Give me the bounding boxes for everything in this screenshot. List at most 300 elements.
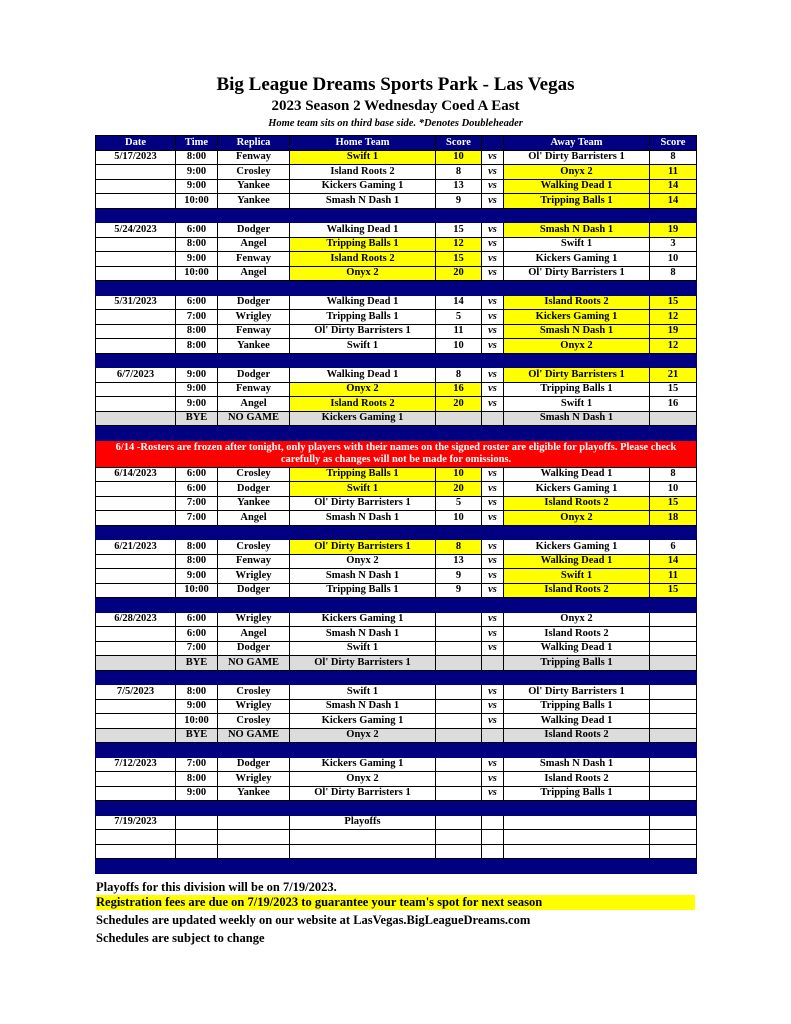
time-cell: 8:00 xyxy=(176,772,218,787)
date-cell xyxy=(96,165,176,180)
separator-row xyxy=(96,353,697,368)
home-score-cell: 11 xyxy=(436,324,482,339)
away-score-cell: 8 xyxy=(650,266,697,281)
home-score-cell xyxy=(436,699,482,714)
away-team-cell: Ol' Dirty Barristers 1 xyxy=(504,368,650,383)
time-cell: BYE xyxy=(176,656,218,671)
game-row xyxy=(96,223,697,238)
home-team-cell: Smash N Dash 1 xyxy=(290,569,436,584)
game-row xyxy=(96,554,697,569)
time-cell xyxy=(176,815,218,830)
home-team-cell: Onyx 2 xyxy=(290,382,436,397)
time-cell: BYE xyxy=(176,411,218,426)
date-cell xyxy=(96,324,176,339)
time-cell: 7:00 xyxy=(176,641,218,656)
home-team-cell: Ol' Dirty Barristers 1 xyxy=(290,656,436,671)
home-score-cell xyxy=(436,685,482,700)
date-cell xyxy=(96,569,176,584)
away-score-cell xyxy=(650,714,697,729)
away-score-cell: 15 xyxy=(650,583,697,598)
home-score-cell: 9 xyxy=(436,194,482,209)
time-cell: 7:00 xyxy=(176,496,218,511)
away-score-cell: 11 xyxy=(650,165,697,180)
vs-cell: vs xyxy=(482,310,504,325)
away-score-cell: 8 xyxy=(650,150,697,165)
away-team-cell: Walking Dead 1 xyxy=(504,179,650,194)
away-score-cell xyxy=(650,699,697,714)
separator-row xyxy=(96,743,697,758)
time-cell: 9:00 xyxy=(176,368,218,383)
vs-cell: vs xyxy=(482,772,504,787)
vs-cell: vs xyxy=(482,641,504,656)
game-row xyxy=(96,699,697,714)
home-score-cell xyxy=(436,656,482,671)
game-row xyxy=(96,540,697,555)
column-header-date: Date xyxy=(96,136,176,151)
replica-cell: Dodger xyxy=(218,368,290,383)
game-row xyxy=(96,496,697,511)
home-team-cell: Kickers Gaming 1 xyxy=(290,714,436,729)
away-score-cell xyxy=(650,757,697,772)
game-row xyxy=(96,194,697,209)
time-cell: 6:00 xyxy=(176,467,218,482)
date-cell: 6/21/2023 xyxy=(96,540,176,555)
date-cell xyxy=(96,252,176,267)
column-header-time: Time xyxy=(176,136,218,151)
separator-cell xyxy=(96,598,697,613)
home-team-cell: Tripping Balls 1 xyxy=(290,237,436,252)
away-score-cell xyxy=(650,656,697,671)
replica-cell: Crosley xyxy=(218,540,290,555)
replica-cell: Angel xyxy=(218,397,290,412)
vs-cell: vs xyxy=(482,266,504,281)
home-score-cell xyxy=(436,772,482,787)
home-team-cell: Onyx 2 xyxy=(290,728,436,743)
home-team-cell: Swift 1 xyxy=(290,150,436,165)
away-team-cell: Ol' Dirty Barristers 1 xyxy=(504,685,650,700)
replica-cell: Wrigley xyxy=(218,699,290,714)
vs-cell: vs xyxy=(482,627,504,642)
vs-cell: vs xyxy=(482,397,504,412)
roster-alert-row xyxy=(96,440,697,467)
vs-cell: vs xyxy=(482,382,504,397)
game-row xyxy=(96,757,697,772)
game-row xyxy=(96,482,697,497)
home-score-cell: 10 xyxy=(436,150,482,165)
vs-cell: vs xyxy=(482,150,504,165)
away-team-cell: Tripping Balls 1 xyxy=(504,194,650,209)
away-team-cell: Onyx 2 xyxy=(504,339,650,354)
vs-cell: vs xyxy=(482,482,504,497)
date-cell xyxy=(96,496,176,511)
vs-cell: vs xyxy=(482,467,504,482)
time-cell: 6:00 xyxy=(176,223,218,238)
home-team-cell: Walking Dead 1 xyxy=(290,295,436,310)
home-team-cell: Ol' Dirty Barristers 1 xyxy=(290,540,436,555)
home-score-cell: 15 xyxy=(436,252,482,267)
game-row xyxy=(96,511,697,526)
away-score-cell: 3 xyxy=(650,237,697,252)
date-cell xyxy=(96,310,176,325)
home-score-cell: 20 xyxy=(436,482,482,497)
footer-registration: Registration fees are due on 7/19/2023 to guarantee your team's spot for next season xyxy=(96,895,695,910)
away-score-cell xyxy=(650,728,697,743)
away-team-cell: Island Roots 2 xyxy=(504,583,650,598)
time-cell: 8:00 xyxy=(176,339,218,354)
separator-cell xyxy=(96,426,697,441)
away-team-cell: Walking Dead 1 xyxy=(504,714,650,729)
separator-cell xyxy=(96,743,697,758)
away-team-cell: Tripping Balls 1 xyxy=(504,786,650,801)
away-team-cell: Walking Dead 1 xyxy=(504,467,650,482)
away-score-cell: 15 xyxy=(650,382,697,397)
time-cell: 9:00 xyxy=(176,569,218,584)
time-cell: 8:00 xyxy=(176,554,218,569)
away-team-cell: Walking Dead 1 xyxy=(504,641,650,656)
time-cell: 10:00 xyxy=(176,714,218,729)
away-team-cell: Kickers Gaming 1 xyxy=(504,540,650,555)
game-row xyxy=(96,627,697,642)
away-team-cell xyxy=(504,815,650,830)
home-team-cell: Onyx 2 xyxy=(290,554,436,569)
home-score-cell: 20 xyxy=(436,397,482,412)
game-row xyxy=(96,252,697,267)
date-cell xyxy=(96,411,176,426)
replica-cell: Crosley xyxy=(218,165,290,180)
vs-cell: vs xyxy=(482,496,504,511)
date-cell xyxy=(96,583,176,598)
time-cell: 9:00 xyxy=(176,165,218,180)
away-score-cell: 19 xyxy=(650,223,697,238)
away-team-cell: Onyx 2 xyxy=(504,165,650,180)
vs-cell xyxy=(482,728,504,743)
game-row xyxy=(96,714,697,729)
date-cell: 7/19/2023 xyxy=(96,815,176,830)
vs-cell xyxy=(482,656,504,671)
footer-website: Schedules are updated weekly on our website at LasVegas.BigLeagueDreams.com xyxy=(96,913,531,927)
footer-playoffs: Playoffs for this division will be on 7/19/2023. xyxy=(96,880,337,894)
away-score-cell xyxy=(650,685,697,700)
away-score-cell xyxy=(650,786,697,801)
time-cell: 8:00 xyxy=(176,685,218,700)
game-row xyxy=(96,295,697,310)
separator-cell xyxy=(96,670,697,685)
home-team-cell: Smash N Dash 1 xyxy=(290,627,436,642)
home-team-cell: Kickers Gaming 1 xyxy=(290,612,436,627)
time-cell xyxy=(176,844,218,859)
home-team-cell: Smash N Dash 1 xyxy=(290,699,436,714)
vs-cell xyxy=(482,411,504,426)
column-header-home-score: Score xyxy=(436,136,482,151)
replica-cell xyxy=(218,815,290,830)
replica-cell xyxy=(218,830,290,845)
vs-cell: vs xyxy=(482,179,504,194)
game-row xyxy=(96,844,697,859)
time-cell: 10:00 xyxy=(176,266,218,281)
game-row xyxy=(96,569,697,584)
away-team-cell: Island Roots 2 xyxy=(504,772,650,787)
home-score-cell xyxy=(436,411,482,426)
time-cell: 10:00 xyxy=(176,194,218,209)
column-header-away-score: Score xyxy=(650,136,697,151)
replica-cell: Wrigley xyxy=(218,772,290,787)
bye-row xyxy=(96,411,697,426)
home-score-cell: 9 xyxy=(436,569,482,584)
column-header-replica: Replica xyxy=(218,136,290,151)
away-team-cell: Island Roots 2 xyxy=(504,728,650,743)
separator-cell xyxy=(96,353,697,368)
home-score-cell xyxy=(436,714,482,729)
time-cell: BYE xyxy=(176,728,218,743)
vs-cell: vs xyxy=(482,583,504,598)
home-team-cell: Island Roots 2 xyxy=(290,397,436,412)
replica-cell: Fenway xyxy=(218,554,290,569)
away-score-cell: 12 xyxy=(650,310,697,325)
vs-cell: vs xyxy=(482,252,504,267)
column-header-away-team: Away Team xyxy=(504,136,650,151)
away-score-cell xyxy=(650,612,697,627)
date-cell xyxy=(96,830,176,845)
date-cell xyxy=(96,627,176,642)
home-score-cell: 12 xyxy=(436,237,482,252)
separator-row xyxy=(96,670,697,685)
home-score-cell: 5 xyxy=(436,310,482,325)
home-team-cell: Tripping Balls 1 xyxy=(290,583,436,598)
replica-cell: Angel xyxy=(218,511,290,526)
date-cell xyxy=(96,728,176,743)
separator-cell xyxy=(96,281,697,296)
away-score-cell: 14 xyxy=(650,179,697,194)
time-cell: 9:00 xyxy=(176,786,218,801)
time-cell: 8:00 xyxy=(176,237,218,252)
replica-cell: Fenway xyxy=(218,382,290,397)
away-team-cell: Smash N Dash 1 xyxy=(504,757,650,772)
game-row xyxy=(96,815,697,830)
replica-cell: NO GAME xyxy=(218,411,290,426)
date-cell: 6/14/2023 xyxy=(96,467,176,482)
home-team-cell: Tripping Balls 1 xyxy=(290,467,436,482)
time-cell: 10:00 xyxy=(176,583,218,598)
date-cell xyxy=(96,482,176,497)
replica-cell: Fenway xyxy=(218,150,290,165)
separator-row xyxy=(96,525,697,540)
away-score-cell: 10 xyxy=(650,482,697,497)
vs-cell: vs xyxy=(482,786,504,801)
away-score-cell: 12 xyxy=(650,339,697,354)
away-team-cell: Ol' Dirty Barristers 1 xyxy=(504,150,650,165)
away-score-cell: 6 xyxy=(650,540,697,555)
table-header-row xyxy=(96,136,697,151)
away-team-cell: Swift 1 xyxy=(504,237,650,252)
separator-cell xyxy=(96,801,697,816)
game-row xyxy=(96,583,697,598)
replica-cell: Yankee xyxy=(218,339,290,354)
home-team-cell: Island Roots 2 xyxy=(290,165,436,180)
home-score-cell xyxy=(436,786,482,801)
away-team-cell xyxy=(504,844,650,859)
vs-cell: vs xyxy=(482,554,504,569)
time-cell: 6:00 xyxy=(176,482,218,497)
game-row xyxy=(96,772,697,787)
date-cell xyxy=(96,382,176,397)
away-score-cell: 19 xyxy=(650,324,697,339)
time-cell: 6:00 xyxy=(176,612,218,627)
replica-cell: Angel xyxy=(218,627,290,642)
home-team-cell: Onyx 2 xyxy=(290,266,436,281)
away-score-cell: 21 xyxy=(650,368,697,383)
date-cell xyxy=(96,844,176,859)
home-team-cell: Playoffs xyxy=(290,815,436,830)
game-row xyxy=(96,339,697,354)
away-team-cell: Onyx 2 xyxy=(504,612,650,627)
separator-cell xyxy=(96,208,697,223)
home-score-cell xyxy=(436,728,482,743)
replica-cell xyxy=(218,844,290,859)
home-team-cell: Kickers Gaming 1 xyxy=(290,179,436,194)
away-team-cell: Swift 1 xyxy=(504,569,650,584)
home-team-cell: Swift 1 xyxy=(290,339,436,354)
replica-cell: Wrigley xyxy=(218,310,290,325)
away-score-cell: 15 xyxy=(650,295,697,310)
away-score-cell: 15 xyxy=(650,496,697,511)
vs-cell: vs xyxy=(482,511,504,526)
time-cell: 6:00 xyxy=(176,627,218,642)
away-score-cell xyxy=(650,411,697,426)
time-cell: 9:00 xyxy=(176,699,218,714)
replica-cell: Yankee xyxy=(218,194,290,209)
separator-row xyxy=(96,281,697,296)
date-cell xyxy=(96,714,176,729)
vs-cell: vs xyxy=(482,237,504,252)
home-score-cell: 13 xyxy=(436,179,482,194)
vs-cell: vs xyxy=(482,165,504,180)
home-score-cell xyxy=(436,641,482,656)
away-team-cell: Tripping Balls 1 xyxy=(504,699,650,714)
date-cell xyxy=(96,179,176,194)
away-team-cell: Kickers Gaming 1 xyxy=(504,252,650,267)
home-score-cell: 8 xyxy=(436,165,482,180)
game-row xyxy=(96,179,697,194)
time-cell: 9:00 xyxy=(176,252,218,267)
time-cell: 8:00 xyxy=(176,324,218,339)
header-note: Home team sits on third base side. *Denotes Doubleheader xyxy=(268,118,523,129)
game-row xyxy=(96,397,697,412)
vs-cell: vs xyxy=(482,295,504,310)
schedule-table xyxy=(95,135,697,874)
vs-cell: vs xyxy=(482,339,504,354)
away-score-cell: 11 xyxy=(650,569,697,584)
vs-cell: vs xyxy=(482,540,504,555)
away-score-cell xyxy=(650,815,697,830)
date-cell xyxy=(96,237,176,252)
page-subtitle: 2023 Season 2 Wednesday Coed A East xyxy=(271,98,520,114)
home-score-cell xyxy=(436,844,482,859)
home-team-cell: Walking Dead 1 xyxy=(290,368,436,383)
date-cell: 5/24/2023 xyxy=(96,223,176,238)
game-row xyxy=(96,685,697,700)
bye-row xyxy=(96,656,697,671)
replica-cell: Crosley xyxy=(218,467,290,482)
date-cell xyxy=(96,786,176,801)
away-score-cell: 14 xyxy=(650,554,697,569)
date-cell: 7/12/2023 xyxy=(96,757,176,772)
separator-cell xyxy=(96,859,697,874)
time-cell: 7:00 xyxy=(176,757,218,772)
date-cell xyxy=(96,641,176,656)
home-score-cell: 10 xyxy=(436,511,482,526)
replica-cell: Wrigley xyxy=(218,569,290,584)
game-row xyxy=(96,324,697,339)
away-team-cell: Smash N Dash 1 xyxy=(504,411,650,426)
date-cell xyxy=(96,339,176,354)
home-team-cell: Kickers Gaming 1 xyxy=(290,411,436,426)
date-cell xyxy=(96,511,176,526)
home-score-cell: 13 xyxy=(436,554,482,569)
home-score-cell xyxy=(436,612,482,627)
away-team-cell: Swift 1 xyxy=(504,397,650,412)
home-team-cell: Ol' Dirty Barristers 1 xyxy=(290,786,436,801)
game-row xyxy=(96,830,697,845)
column-header-vs xyxy=(482,136,504,151)
time-cell: 8:00 xyxy=(176,540,218,555)
game-row xyxy=(96,641,697,656)
replica-cell: Dodger xyxy=(218,641,290,656)
game-row xyxy=(96,266,697,281)
time-cell: 8:00 xyxy=(176,150,218,165)
away-team-cell: Island Roots 2 xyxy=(504,496,650,511)
separator-row xyxy=(96,801,697,816)
vs-cell: vs xyxy=(482,685,504,700)
away-team-cell: Walking Dead 1 xyxy=(504,554,650,569)
away-team-cell: Tripping Balls 1 xyxy=(504,656,650,671)
home-score-cell: 8 xyxy=(436,368,482,383)
replica-cell: NO GAME xyxy=(218,656,290,671)
home-team-cell: Smash N Dash 1 xyxy=(290,194,436,209)
date-cell: 5/31/2023 xyxy=(96,295,176,310)
replica-cell: Dodger xyxy=(218,482,290,497)
away-score-cell xyxy=(650,844,697,859)
time-cell: 9:00 xyxy=(176,382,218,397)
replica-cell: Wrigley xyxy=(218,612,290,627)
bye-row xyxy=(96,728,697,743)
home-team-cell: Island Roots 2 xyxy=(290,252,436,267)
home-team-cell: Kickers Gaming 1 xyxy=(290,757,436,772)
home-team-cell: Walking Dead 1 xyxy=(290,223,436,238)
date-cell xyxy=(96,266,176,281)
separator-row xyxy=(96,859,697,874)
game-row xyxy=(96,368,697,383)
vs-cell xyxy=(482,830,504,845)
home-score-cell: 20 xyxy=(436,266,482,281)
away-team-cell: Kickers Gaming 1 xyxy=(504,310,650,325)
game-row xyxy=(96,237,697,252)
schedule-body xyxy=(96,150,697,873)
replica-cell: Crosley xyxy=(218,714,290,729)
away-score-cell: 8 xyxy=(650,467,697,482)
date-cell xyxy=(96,656,176,671)
replica-cell: Fenway xyxy=(218,324,290,339)
vs-cell xyxy=(482,815,504,830)
replica-cell: Yankee xyxy=(218,786,290,801)
replica-cell: Yankee xyxy=(218,496,290,511)
game-row xyxy=(96,150,697,165)
away-team-cell: Kickers Gaming 1 xyxy=(504,482,650,497)
replica-cell: Yankee xyxy=(218,179,290,194)
vs-cell: vs xyxy=(482,569,504,584)
time-cell xyxy=(176,830,218,845)
separator-row xyxy=(96,598,697,613)
separator-cell xyxy=(96,525,697,540)
